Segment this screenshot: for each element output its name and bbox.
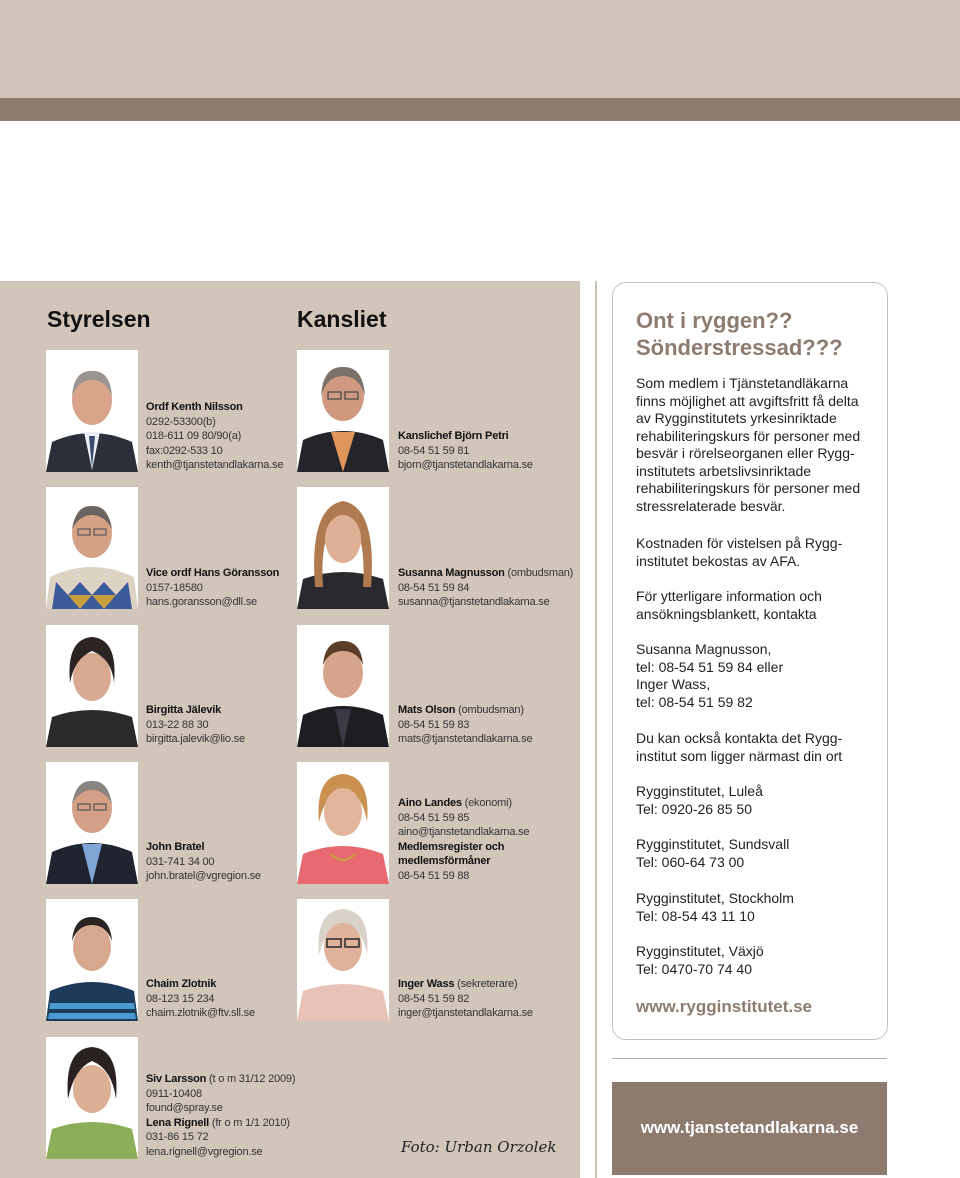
- footer-link[interactable]: www.tjanstetandlakarna.se: [640, 1118, 859, 1137]
- contact-line: fax:0292-533 10: [146, 444, 223, 457]
- contact-line: 018-611 09 80/90(a): [146, 430, 242, 442]
- staff-role: (ombudsman): [507, 567, 574, 579]
- email-line: lena.rignell@vgregion.se: [146, 1145, 263, 1158]
- portrait-photo: [297, 762, 389, 884]
- contact-line: 031-741 34 00: [146, 855, 215, 868]
- contact-line: 08-54 51 59 84: [398, 581, 470, 594]
- board-member-siv-lena: [146, 1072, 295, 1159]
- email-line: susanna@tjanstetandlakarna.se: [398, 596, 550, 608]
- institute-sundsvall: Rygginstitutet, Sundsvall Tel: 060-64 73 00: [636, 836, 790, 870]
- email-line: john.bratel@vgregion.se: [146, 870, 261, 882]
- column-divider: [595, 281, 597, 1178]
- email-line: inger@tjanstetandlakarna.se: [398, 1007, 533, 1019]
- contact-line: 0292-53300(b): [146, 415, 216, 428]
- staff-inger: [398, 977, 533, 1021]
- contact-line: 08-54 51 59 85: [398, 811, 470, 824]
- contact-line: 013-22 88 30: [146, 718, 209, 731]
- email-line: kenth@tjanstetandlakarna.se: [146, 459, 284, 471]
- member-role: (fr o m 1/1 2010): [211, 1116, 290, 1129]
- top-stripe: [0, 98, 960, 121]
- staff-mats: [398, 703, 532, 747]
- contact-line: 08-123 15 234: [146, 992, 215, 1005]
- board-member-john: [146, 840, 261, 884]
- board-member-kenth: [146, 400, 283, 473]
- info-paragraph: Du kan också kontakta det Rygg- institut som ligger närmast din ort: [636, 730, 843, 764]
- institute-stockholm: Rygginstitutet, Stockholm Tel: 08-54 43 11 10: [636, 890, 794, 924]
- kansliet-heading: Kansliet: [297, 306, 387, 332]
- info-box-title: Ont i ryggen?? Sönderstressad???: [636, 308, 843, 360]
- email-line: birgitta.jalevik@lio.se: [146, 733, 245, 745]
- board-member-hans: [146, 566, 279, 610]
- staff-name: Aino Landes: [398, 797, 462, 809]
- info-paragraph: Kostnaden för vistelsen på Rygg- institutet bekostas av AFA.: [636, 535, 843, 569]
- member-name: Birgitta Jälevik: [146, 704, 222, 716]
- member-register-heading: Medlemsregister och: [398, 840, 505, 853]
- contact-line: 08-54 51 59 82: [398, 992, 470, 1005]
- member-register-heading: medlemsförmåner: [398, 855, 491, 867]
- contact-line: 08-54 51 59 83: [398, 718, 470, 731]
- portrait-photo: [297, 625, 389, 747]
- info-paragraph: För ytterligare information och ansökningsblankett, kontakta: [636, 588, 822, 622]
- contact-line: 0157-18580: [146, 581, 203, 594]
- portrait-photo: [297, 899, 389, 1021]
- email-line: mats@tjanstetandlakarna.se: [398, 733, 533, 745]
- email-line: hans.goransson@dll.se: [146, 596, 257, 608]
- contact-line: 08-54 51 59 81: [398, 444, 470, 457]
- email-line: found@spray.se: [146, 1102, 223, 1114]
- member-name: John Bratel: [146, 841, 205, 853]
- member-name: Ordf Kenth Nilsson: [146, 401, 243, 413]
- staff-aino: [398, 796, 529, 883]
- member-name: Lena Rignell: [146, 1116, 209, 1129]
- footer-banner: [612, 1082, 887, 1175]
- portrait-photo: [46, 487, 138, 609]
- email-line: bjorn@tjanstetandlakarna.se: [398, 459, 533, 471]
- member-name: Siv Larsson: [146, 1073, 207, 1085]
- portrait-photo: [46, 762, 138, 884]
- portrait-photo: [297, 487, 389, 609]
- institute-vaxjo: Rygginstitutet, Växjö Tel: 0470-70 74 40: [636, 943, 764, 977]
- member-role: (t o m 31/12 2009): [209, 1073, 296, 1085]
- board-member-birgitta: [146, 703, 245, 747]
- divider: [612, 1058, 887, 1059]
- contact-line: 0911-10408: [146, 1087, 202, 1100]
- staff-name: Mats Olson: [398, 704, 456, 716]
- portrait-photo: [46, 625, 138, 747]
- email-line: aino@tjanstetandlakarna.se: [398, 826, 530, 838]
- member-name: Vice ordf Hans Göransson: [146, 567, 280, 579]
- styrelsen-heading: Styrelsen: [47, 306, 151, 332]
- top-band: [0, 0, 960, 98]
- contact-paragraph: Susanna Magnusson, tel: 08-54 51 59 84 eller Inger Wass, tel: 08-54 51 59 82: [636, 641, 784, 710]
- rygginstitutet-link[interactable]: www.rygginstitutet.se: [636, 997, 813, 1016]
- contact-line: 08-54 51 59 88: [398, 869, 470, 882]
- contact-line: 031-86 15 72: [146, 1131, 209, 1143]
- portrait-photo: [297, 350, 389, 472]
- member-name: Chaim Zlotnik: [146, 978, 217, 990]
- portrait-photo: [46, 1037, 138, 1159]
- staff-role: (ekonomi): [464, 797, 512, 809]
- staff-name: Susanna Magnusson: [398, 567, 505, 579]
- staff-bjorn: [398, 429, 533, 473]
- staff-role: (sekreterare): [457, 978, 518, 990]
- staff-role: (ombudsman): [458, 704, 524, 716]
- staff-name: Inger Wass: [398, 978, 455, 990]
- staff-susanna: [398, 566, 573, 610]
- board-member-chaim: [146, 977, 255, 1021]
- email-line: chaim.zlotnik@ftv.sll.se: [146, 1007, 255, 1019]
- institute-lulea: Rygginstitutet, Luleå Tel: 0920-26 85 50: [636, 783, 763, 817]
- photo-credit: Foto: Urban Orzolek: [401, 1138, 557, 1156]
- info-paragraph: Som medlem i Tjänstetandläkarna finns möjlighet att avgiftsfritt få delta av Rygginstitutets yrkesinriktade rehabiliteringskurs för personer med besvär i rörelseorganen eller Rygg- institutets arbetslivsinriktade rehabiliteringskurs för personer med stressrelaterade besvär.: [636, 375, 861, 514]
- portrait-photo: [46, 899, 138, 1021]
- portrait-photo: [46, 350, 138, 472]
- staff-name: Kanslichef Björn Petri: [398, 430, 509, 442]
